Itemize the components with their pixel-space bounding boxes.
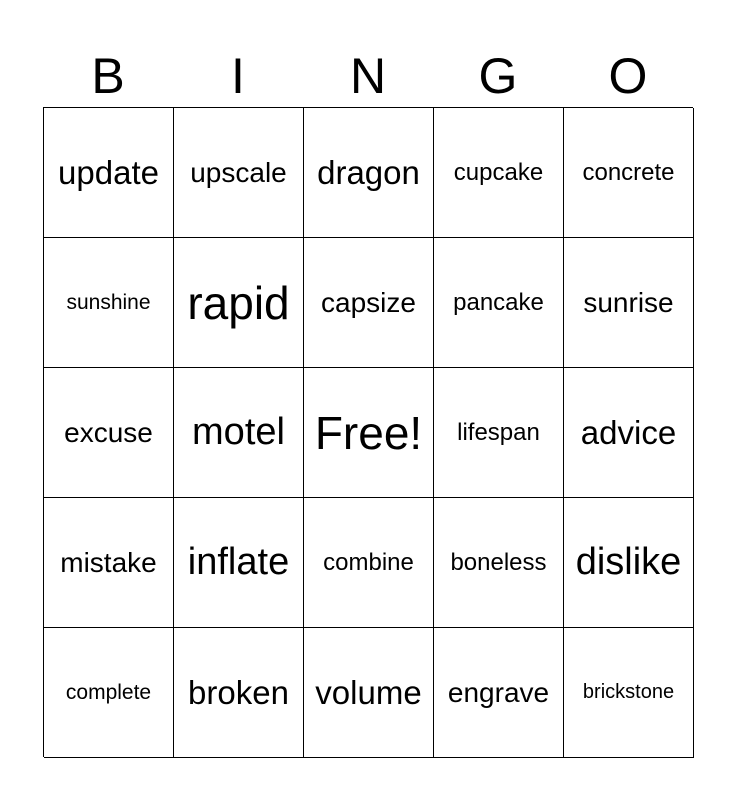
bingo-header (43, 44, 693, 108)
bingo-cell[interactable]: dragon (304, 108, 434, 238)
bingo-cell[interactable]: rapid (174, 238, 304, 368)
bingo-cell[interactable]: concrete (564, 108, 694, 238)
header-letter-g: G (478, 48, 518, 104)
bingo-cell[interactable]: complete (44, 628, 174, 758)
bingo-cell[interactable]: volume (304, 628, 434, 758)
header-letter-b: B (91, 48, 125, 104)
bingo-cell[interactable]: pancake (434, 238, 564, 368)
header-letter-o: O (608, 48, 648, 104)
free-space-cell[interactable]: Free! (304, 368, 434, 498)
header-letter-i: I (231, 48, 245, 104)
bingo-cell[interactable]: dislike (564, 498, 694, 628)
bingo-cell[interactable]: upscale (174, 108, 304, 238)
bingo-cell[interactable]: inflate (174, 498, 304, 628)
bingo-cell[interactable]: sunshine (44, 238, 174, 368)
header-letter-n: N (349, 48, 387, 104)
bingo-cell[interactable]: capsize (304, 238, 434, 368)
bingo-cell[interactable]: engrave (434, 628, 564, 758)
bingo-cell[interactable]: lifespan (434, 368, 564, 498)
bingo-card-grid (43, 107, 693, 757)
bingo-cell[interactable]: brickstone (564, 628, 694, 758)
bingo-cell[interactable]: advice (564, 368, 694, 498)
bingo-cell[interactable]: mistake (44, 498, 174, 628)
bingo-cell[interactable]: combine (304, 498, 434, 628)
bingo-cell[interactable]: sunrise (564, 238, 694, 368)
bingo-cell[interactable]: boneless (434, 498, 564, 628)
bingo-cell[interactable]: motel (174, 368, 304, 498)
bingo-cell[interactable]: cupcake (434, 108, 564, 238)
bingo-cell[interactable]: broken (174, 628, 304, 758)
bingo-cell[interactable]: excuse (44, 368, 174, 498)
bingo-cell[interactable]: update (44, 108, 174, 238)
